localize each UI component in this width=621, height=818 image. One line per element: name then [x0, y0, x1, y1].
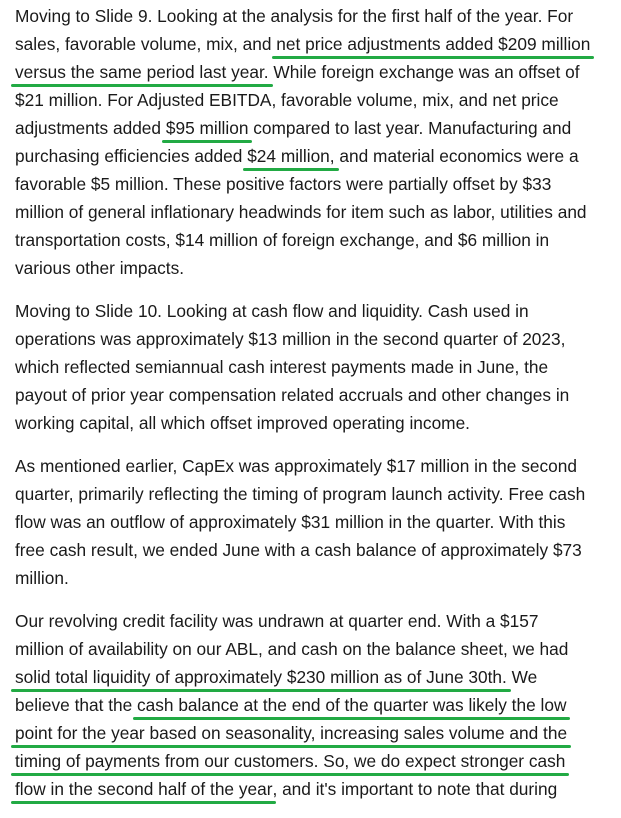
- text-line: [15, 58, 615, 86]
- highlighted-text: $95 million: [165, 118, 249, 138]
- text-segment: quarter, primarily reflecting the timing of program launch activity. Free cash: [15, 484, 586, 504]
- text-line: [15, 747, 615, 775]
- text-segment: Moving to Slide 10. Looking at cash flow and liquidity. Cash used in: [15, 301, 529, 321]
- text-line: [15, 142, 615, 170]
- text-line: [15, 452, 615, 480]
- text-line: [15, 775, 615, 803]
- paragraph: [15, 452, 615, 592]
- text-segment: While foreign exchange was an offset of: [268, 62, 580, 82]
- text-segment: free cash result, we ended June with a cash balance of approximately $73: [15, 540, 582, 560]
- highlighted-text: versus the same period last year.: [15, 62, 269, 82]
- text-line: [15, 409, 615, 437]
- highlighted-text: timing of payments from our customers. So, we do expect stronger cash: [15, 751, 566, 771]
- text-line: [15, 2, 615, 30]
- text-line: [15, 30, 615, 58]
- text-segment: million of general inflationary headwinds for item such as labor, utilities and: [15, 202, 587, 222]
- text-line: [15, 325, 615, 353]
- text-line: [15, 297, 615, 325]
- text-segment: flow was an outflow of approximately $31 million in the quarter. With this: [15, 512, 566, 532]
- text-segment: favorable $5 million. These positive factors were partially offset by $33: [15, 174, 552, 194]
- text-segment: purchasing efficiencies added: [15, 146, 248, 166]
- text-segment: believe that the: [15, 695, 138, 715]
- highlighted-text: net price adjustments added $209 million: [276, 34, 591, 54]
- text-segment: which reflected semiannual cash interest payments made in June, the: [15, 357, 549, 377]
- text-line: [15, 564, 615, 592]
- text-line: [15, 254, 615, 282]
- text-segment: adjustments added: [15, 118, 166, 138]
- text-segment: compared to last year. Manufacturing and: [248, 118, 572, 138]
- text-line: [15, 381, 615, 409]
- text-segment: working capital, all which offset improved operating income.: [15, 413, 470, 433]
- text-segment: $21 million. For Adjusted EBITDA, favorable volume, mix, and net price: [15, 90, 559, 110]
- highlighted-text: cash balance at the end of the quarter was likely the low: [137, 695, 567, 715]
- text-line: [15, 170, 615, 198]
- text-line: [15, 635, 615, 663]
- text-segment: We: [506, 667, 538, 687]
- highlighted-text: point for the year based on seasonality, increasing sales volume and the: [15, 723, 568, 743]
- text-line: [15, 86, 615, 114]
- text-segment: , and it's important to note that during: [272, 779, 558, 799]
- transcript-document: [15, 2, 615, 818]
- text-line: [15, 353, 615, 381]
- text-line: [15, 536, 615, 564]
- text-line: [15, 508, 615, 536]
- text-line: [15, 663, 615, 691]
- text-line: [15, 607, 615, 635]
- highlighted-text: $24 million,: [247, 146, 335, 166]
- text-segment: Our revolving credit facility was undrawn at quarter end. With a $157: [15, 611, 539, 631]
- text-segment: transportation costs, $14 million of foreign exchange, and $6 million in: [15, 230, 550, 250]
- paragraph: [15, 2, 615, 282]
- paragraph: [15, 607, 615, 803]
- text-line: [15, 480, 615, 508]
- text-segment: Moving to Slide 9. Looking at the analysis for the first half of the year. For: [15, 6, 574, 26]
- text-line: [15, 114, 615, 142]
- text-line: [15, 198, 615, 226]
- text-line: [15, 691, 615, 719]
- text-segment: million of availability on our ABL, and cash on the balance sheet, we had: [15, 639, 569, 659]
- text-line: [15, 719, 615, 747]
- text-segment: operations was approximately $13 million in the second quarter of 2023,: [15, 329, 566, 349]
- paragraph: [15, 297, 615, 437]
- text-segment: million.: [15, 568, 69, 588]
- text-segment: payout of prior year compensation related accruals and other changes in: [15, 385, 570, 405]
- highlighted-text: solid total liquidity of approximately $230 million as of June 30th.: [15, 667, 507, 687]
- text-line: [15, 226, 615, 254]
- text-segment: sales, favorable volume, mix, and: [15, 34, 277, 54]
- text-segment: and material economics were a: [334, 146, 579, 166]
- highlighted-text: flow in the second half of the year: [15, 779, 273, 799]
- text-segment: various other impacts.: [15, 258, 185, 278]
- text-segment: As mentioned earlier, CapEx was approximately $17 million in the second: [15, 456, 577, 476]
